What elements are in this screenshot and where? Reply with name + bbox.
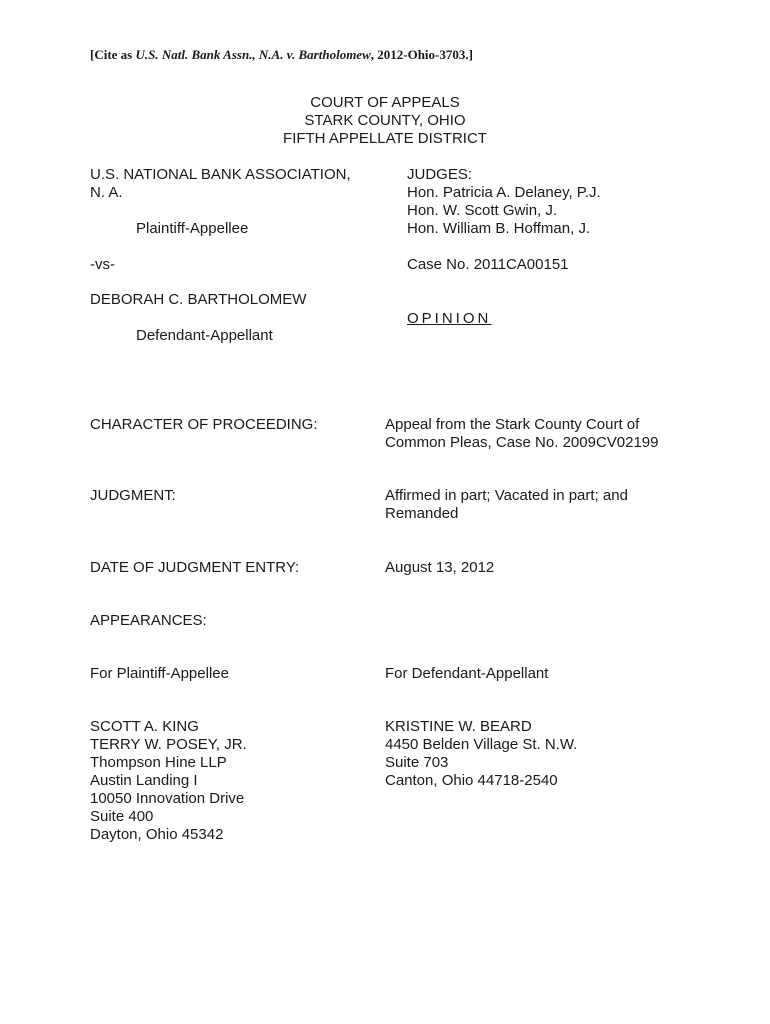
opinion-title: OPINION: [407, 310, 492, 327]
counsel-line: Suite 400: [90, 808, 154, 825]
counsel-line: KRISTINE W. BEARD: [385, 718, 532, 735]
counsel-line: Austin Landing I: [90, 772, 198, 789]
proceeding-value: [385, 416, 659, 452]
citation-prefix: [Cite as: [90, 47, 136, 62]
plaintiff-name-line1: U.S. NATIONAL BANK ASSOCIATION,: [90, 166, 351, 183]
judgment-value: [385, 487, 628, 523]
proceeding-label: CHARACTER OF PROCEEDING:: [90, 416, 318, 433]
counsel-line: SCOTT A. KING: [90, 718, 199, 735]
judge-name: Hon. W. Scott Gwin, J.: [407, 202, 558, 219]
judge-name: Hon. William B. Hoffman, J.: [407, 220, 591, 237]
appearances-heading: APPEARANCES:: [90, 612, 207, 629]
citation-line: [90, 46, 473, 64]
counsel-line: Thompson Hine LLP: [90, 754, 227, 771]
defendant-counsel-heading: For Defendant-Appellant: [385, 665, 549, 682]
counsel-line: 4450 Belden Village St. N.W.: [385, 736, 578, 753]
judges-heading: JUDGES:: [407, 166, 473, 183]
case-number: Case No. 2011CA00151: [407, 256, 569, 273]
versus-label: -vs-: [90, 256, 115, 273]
judgment-value-line: Affirmed in part; Vacated in part; and: [385, 487, 628, 504]
counsel-line: TERRY W. POSEY, JR.: [90, 736, 247, 753]
proceeding-value-line: Common Pleas, Case No. 2009CV02199: [385, 434, 659, 451]
judgment-label: JUDGMENT:: [90, 487, 176, 504]
proceeding-value-line: Appeal from the Stark County Court of: [385, 416, 640, 433]
citation-suffix: , 2012-Ohio-3703.]: [370, 47, 473, 62]
counsel-line: Suite 703: [385, 754, 449, 771]
defendant-counsel-block: [385, 718, 577, 790]
court-name: COURT OF APPEALS: [310, 94, 460, 111]
court-district: FIFTH APPELLATE DISTRICT: [283, 130, 487, 147]
citation-case-name: U.S. Natl. Bank Assn., N.A. v. Bartholomew: [135, 47, 371, 62]
counsel-line: 10050 Innovation Drive: [90, 790, 245, 807]
defendant-name: DEBORAH C. BARTHOLOMEW: [90, 291, 307, 308]
counsel-line: Canton, Ohio 44718-2540: [385, 772, 558, 789]
plaintiff-counsel-block: [90, 718, 247, 844]
judge-name: Hon. Patricia A. Delaney, P.J.: [407, 184, 601, 201]
plaintiff-name-line2: N. A.: [90, 184, 123, 201]
date-label: DATE OF JUDGMENT ENTRY:: [90, 559, 300, 576]
date-value: August 13, 2012: [385, 559, 495, 576]
plaintiff-role: Plaintiff-Appellee: [136, 220, 249, 237]
judgment-value-line: Remanded: [385, 505, 459, 522]
counsel-line: Dayton, Ohio 45342: [90, 826, 224, 843]
defendant-role: Defendant-Appellant: [136, 327, 273, 344]
court-county: STARK COUNTY, OHIO: [304, 112, 466, 129]
plaintiff-counsel-heading: For Plaintiff-Appellee: [90, 665, 229, 682]
